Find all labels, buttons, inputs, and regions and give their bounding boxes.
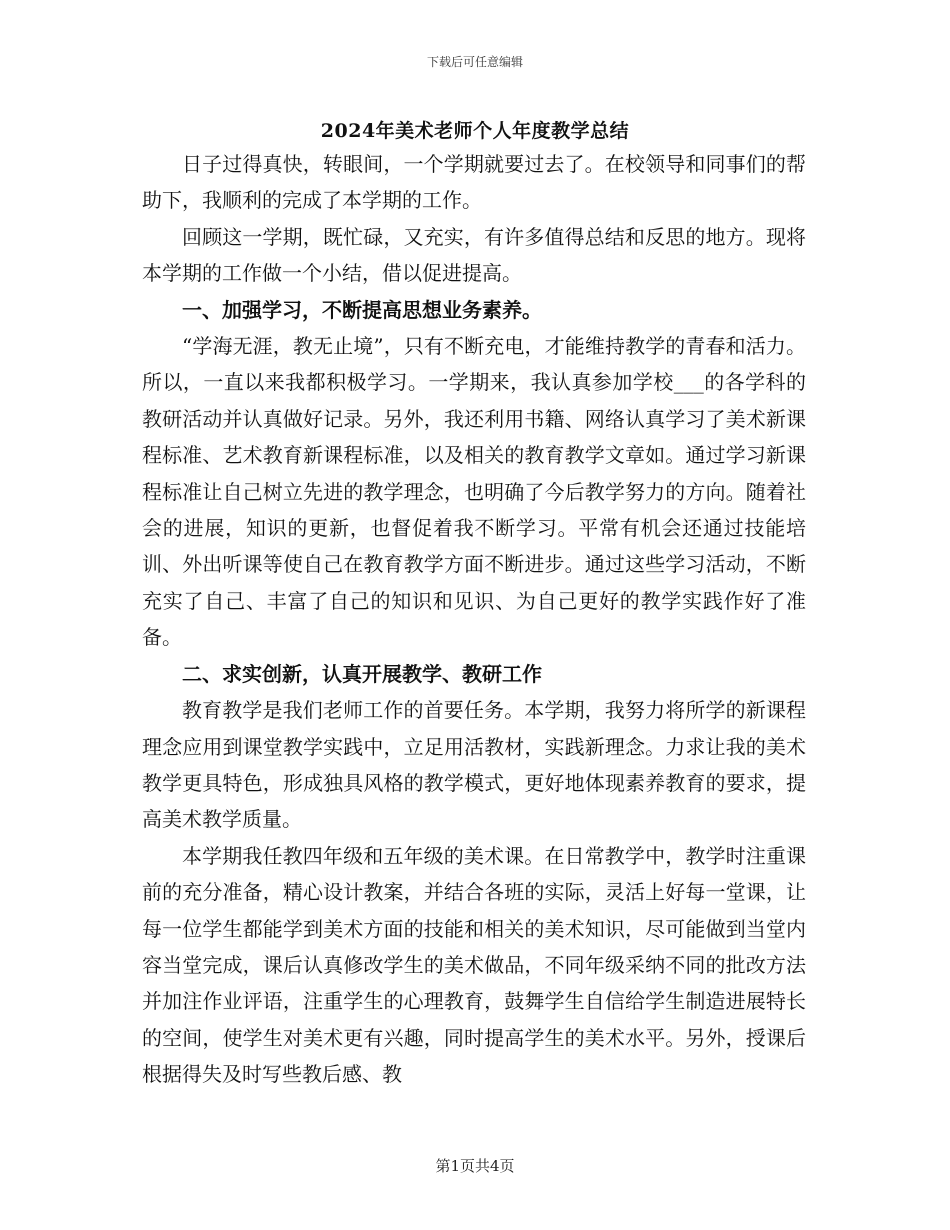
- section-heading-2: 二、求实创新，认真开展教学、教研工作: [182, 661, 542, 686]
- paragraph-study: “学海无涯，教无止境”，只有不断充电，才能维持教学的青春和活力。所以，一直以来我都积极学习。一学期来，我认真参加学校___的各学科的教研活动并认真做好记录。另外，我还利用书籍、网络认真学习了美术新课程标准、艺术教育新课程标准，以及相关的教育教学文章如。通过学习新课程标准让自己树立先进的教学理念，也明确了今后教学努力的方向。随着社会的进展，知识的更新，也督促着我不断学习。平常有机会还通过技能培训、外出听课等使自己在教育教学方面不断进步。通过这些学习活动，不断充实了自己、丰富了自己的知识和见识、为自己更好的教学实践作好了准备。: [142, 334, 806, 650]
- paragraph-intro: 日子过得真快，转眼间，一个学期就要过去了。在校领导和同事们的帮助下，我顺利的完成了本学期的工作。: [142, 152, 806, 213]
- paragraph-classes: 本学期我任教四年级和五年级的美术课。在日常教学中，教学时注重课前的充分准备，精心设计教案，并结合各班的实际，灵活上好每一堂课，让每一位学生都能学到美术方面的技能和相关的美术知识，尽可能做到当堂内容当堂完成，课后认真修改学生的美术做品，不同年级采纳不同的批改方法并加注作业评语，注重学生的心理教育，鼓舞学生自信给学生制造进展特长的空间，使学生对美术更有兴趣，同时提高学生的美术水平。另外，授课后根据得失及时写些教后感、教: [142, 843, 806, 1087]
- header-note: 下载后可任意编辑: [426, 55, 523, 69]
- document-body: [142, 146, 806, 1093]
- document-title: 2024年美术老师个人年度教学总结: [320, 120, 630, 142]
- page-number: 第1页共4页: [435, 1157, 515, 1175]
- paragraph-teaching: 教育教学是我们老师工作的首要任务。本学期，我努力将所学的新课程理念应用到课堂教学实践中，立足用活教材，实践新理念。力求让我的美术教学更具特色，形成独具风格的教学模式，更好地体现素养教育的要求，提高美术教学质量。: [142, 698, 806, 832]
- paragraph-review: 回顾这一学期，既忙碌，又充实，有许多值得总结和反思的地方。现将本学期的工作做一个小结，借以促进提高。: [142, 224, 806, 286]
- section-heading-1: 一、加强学习，不断提高思想业务素养。: [182, 297, 542, 322]
